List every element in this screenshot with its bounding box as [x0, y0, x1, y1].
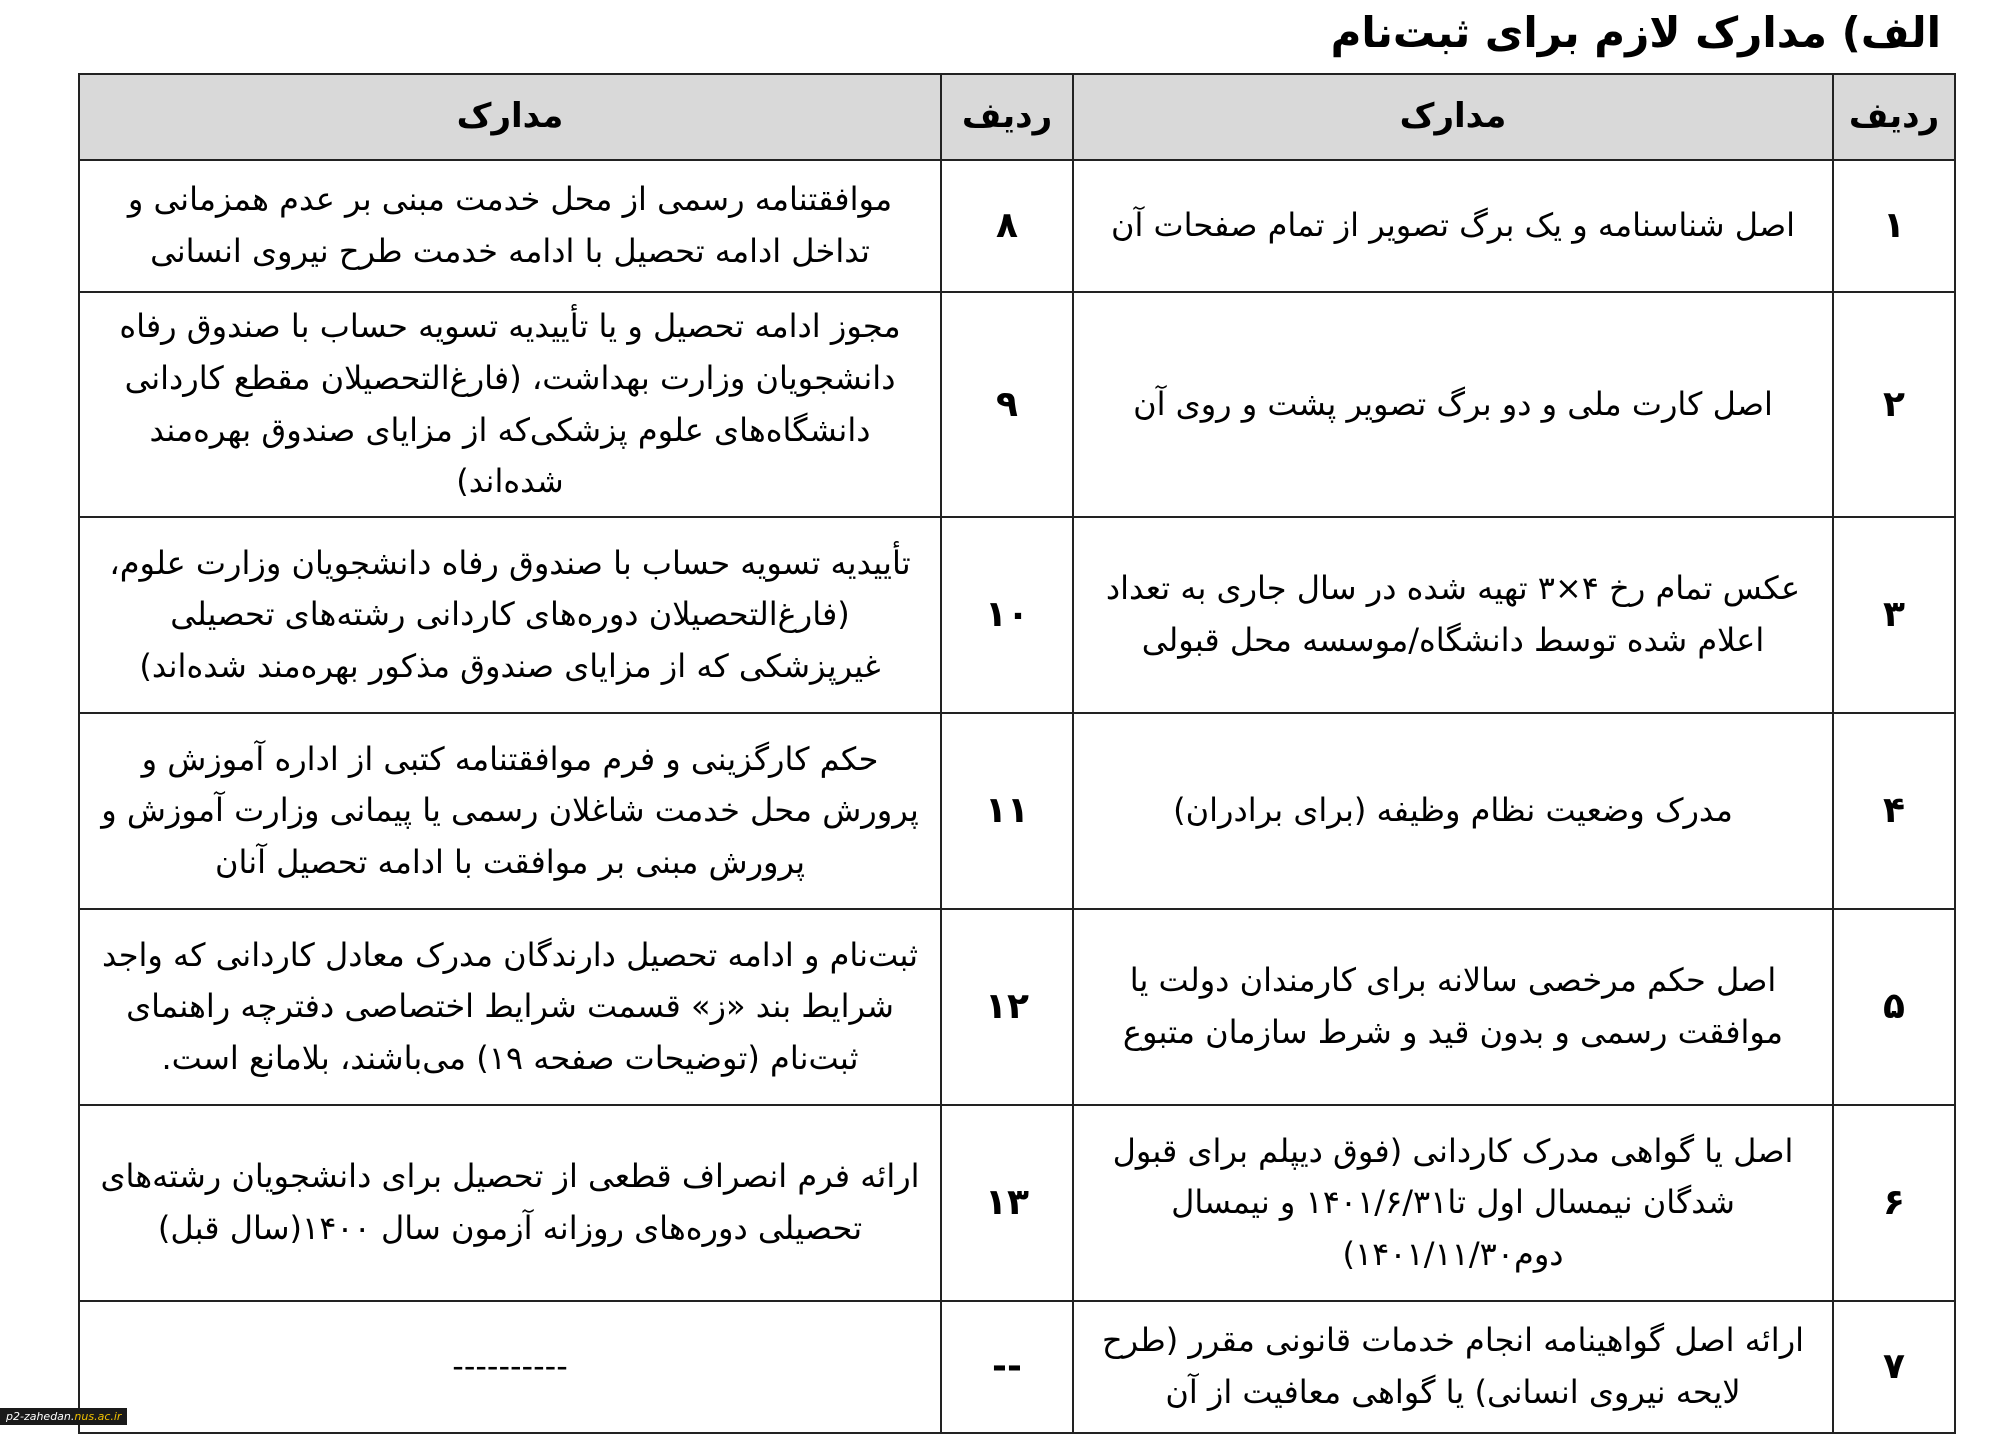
- document-description: مدرک وضعیت نظام وظیفه (برای برادران): [1073, 713, 1833, 909]
- document-description: تأییدیه تسویه حساب با صندوق رفاه دانشجویان وزارت علوم، (فارغ‌التحصیلان دوره‌های کاردانی رشته‌های تحصیلی غیرپزشکی که از مزایای صندوق مذکور بهره‌مند شده‌اند): [79, 517, 941, 713]
- row-number: ۶: [1833, 1105, 1955, 1301]
- row-number: ۱۱: [941, 713, 1073, 909]
- document-description: اصل حکم مرخصی سالانه برای کارمندان دولت یا موافقت رسمی و بدون قید و شرط سازمان متبوع: [1073, 909, 1833, 1105]
- row-number: ۱: [1833, 160, 1955, 292]
- table-row: [79, 909, 1955, 1105]
- table-row: [79, 713, 1955, 909]
- document-description: مجوز ادامه تحصیل و یا تأییدیه تسویه حساب با صندوق رفاه دانشجویان وزارت بهداشت، (فارغ‌التحصیلان مقطع کاردانی دانشگاه‌های علوم پزشکی‌که از مزایای صندوق بهره‌مند شده‌اند): [79, 292, 941, 517]
- header-documents-right: مدارک: [1073, 74, 1833, 160]
- table-row: [79, 292, 1955, 517]
- header-documents-left: مدارک: [79, 74, 941, 160]
- row-number: ۲: [1833, 292, 1955, 517]
- header-row-number-right: ردیف: [1833, 74, 1955, 160]
- watermark-domain-accent: nus.ac.ir: [74, 1410, 122, 1423]
- page-title: الف) مدارک لازم برای ثبت‌نام: [1330, 8, 1941, 57]
- row-number: ۱۳: [941, 1105, 1073, 1301]
- row-number: ۴: [1833, 713, 1955, 909]
- watermark-domain-prefix: p2-zahedan.: [6, 1410, 75, 1423]
- row-number: ۸: [941, 160, 1073, 292]
- document-description: اصل شناسنامه و یک برگ تصویر از تمام صفحات آن: [1073, 160, 1833, 292]
- document-description: ارائه اصل گواهینامه انجام خدمات قانونی مقرر (طرح لایحه نیروی انسانی) یا گواهی معافیت از آن: [1073, 1301, 1833, 1433]
- header-row-number-left: ردیف: [941, 74, 1073, 160]
- table-row: [79, 160, 1955, 292]
- row-number: ۱۰: [941, 517, 1073, 713]
- row-number: ۱۲: [941, 909, 1073, 1105]
- empty-document-placeholder: ----------: [79, 1301, 941, 1433]
- document-description: موافقتنامه رسمی از محل خدمت مبنی بر عدم همزمانی و تداخل ادامه تحصیل با ادامه خدمت طرح نیروی انسانی: [79, 160, 941, 292]
- document-description: اصل کارت ملی و دو برگ تصویر پشت و روی آن: [1073, 292, 1833, 517]
- table-header-row: [79, 74, 1955, 160]
- table-row: [79, 517, 1955, 713]
- row-number: ۳: [1833, 517, 1955, 713]
- document-description: اصل یا گواهی مدرک کاردانی (فوق دیپلم برای قبول شدگان نیمسال اول تا۱۴۰۱/۶/۳۱ و نیمسال دوم۱۴۰۱/۱۱/۳۰): [1073, 1105, 1833, 1301]
- row-number: ۹: [941, 292, 1073, 517]
- document-description: عکس تمام رخ ۴×۳ تهیه شده در سال جاری به تعداد اعلام شده توسط دانشگاه/موسسه محل قبولی: [1073, 517, 1833, 713]
- row-number: ۷: [1833, 1301, 1955, 1433]
- document-description: ثبت‌نام و ادامه تحصیل دارندگان مدرک معادل کاردانی که واجد شرایط بند «ز» قسمت شرایط اختصاصی دفترچه راهنمای ثبت‌نام (توضیحات صفحه ۱۹) می‌باشند، بلامانع است.: [79, 909, 941, 1105]
- site-watermark: [0, 1408, 127, 1425]
- required-documents-table: [78, 73, 1956, 1434]
- document-description: ارائه فرم انصراف قطعی از تحصیل برای دانشجویان رشته‌های تحصیلی دوره‌های روزانه آزمون سال ۱۴۰۰(سال قبل): [79, 1105, 941, 1301]
- row-number: ۵: [1833, 909, 1955, 1105]
- row-number-placeholder: --: [941, 1301, 1073, 1433]
- table-row: [79, 1301, 1955, 1433]
- document-description: حکم کارگزینی و فرم موافقتنامه کتبی از اداره آموزش و پرورش محل خدمت شاغلان رسمی یا پیمانی وزارت آموزش و پرورش مبنی بر موافقت با ادامه تحصیل آنان: [79, 713, 941, 909]
- table-row: [79, 1105, 1955, 1301]
